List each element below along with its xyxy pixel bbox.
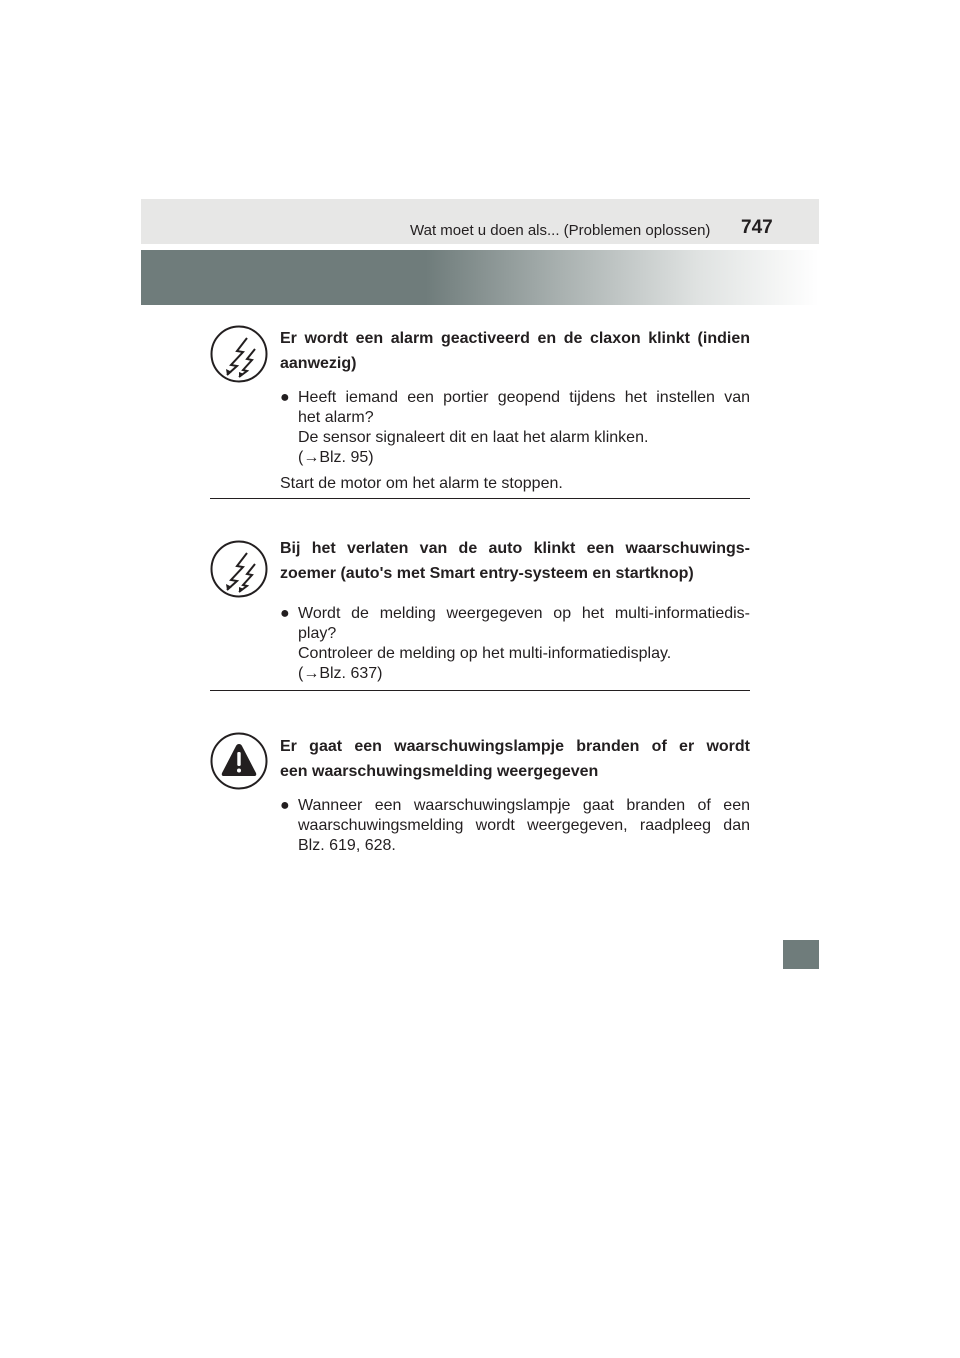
title-line: Er gaat een waarschuwingslampje branden of er wordt (280, 738, 750, 755)
title-line: Bij het verlaten van de auto klinkt een waarschuwings- (280, 540, 750, 557)
bullet-dot: ● (280, 605, 290, 622)
bullet-line: play? (298, 625, 337, 642)
buzzer-lightning-icon (210, 540, 268, 598)
section-alarm (210, 322, 750, 492)
page-reference: Blz. 619, 628. (298, 837, 396, 854)
bullet-text (298, 796, 750, 856)
page-reference: (→Blz. 637) (298, 665, 383, 682)
chapter-side-tab (783, 940, 819, 969)
bullet-dot: ● (280, 389, 290, 406)
section-title (280, 536, 750, 586)
bullet-item (280, 604, 750, 684)
bullet-line: waarschuwingsmelding wordt weergegeven, raadpleeg dan (298, 817, 750, 834)
bullet-line: De sensor signaleert dit en laat het alarm klinken. (298, 429, 649, 446)
chapter-title: Wat moet u doen als... (Problemen oplossen) (410, 222, 711, 239)
section-divider (210, 498, 750, 499)
page-reference: (→Blz. 95) (298, 449, 374, 466)
bullet-line: Wanneer een waarschuwingslampje gaat branden of een (298, 797, 750, 814)
section-title (280, 734, 750, 784)
bullet-text (298, 388, 750, 468)
page-number: 747 (741, 217, 773, 238)
section-note: Start de motor om het alarm te stoppen. (280, 475, 563, 492)
section-title (280, 326, 750, 376)
section-warning (210, 724, 750, 864)
title-line: Er wordt een alarm geactiveerd en de claxon klinkt (indien (280, 330, 750, 347)
bullet-dot: ● (280, 797, 290, 814)
bullet-line: het alarm? (298, 409, 374, 426)
bullet-line: Controleer de melding op het multi-informatiedisplay. (298, 645, 672, 662)
title-line: zoemer (auto's met Smart entry-systeem en startknop) (280, 565, 694, 582)
bullet-line: Heeft iemand een portier geopend tijdens het instellen van (298, 389, 750, 406)
warning-triangle-icon (210, 732, 268, 790)
bullet-text (298, 604, 750, 684)
section-buzzer (210, 532, 750, 692)
title-line: een waarschuwingsmelding weergegeven (280, 763, 599, 780)
section-divider (210, 690, 750, 691)
bullet-line: Wordt de melding weergegeven op het multi-informatiedis- (298, 605, 750, 622)
title-line: aanwezig) (280, 355, 357, 372)
bullet-item (280, 796, 750, 858)
alarm-lightning-icon (210, 325, 268, 383)
bullet-item (280, 388, 750, 468)
gradient-banner (141, 250, 819, 305)
